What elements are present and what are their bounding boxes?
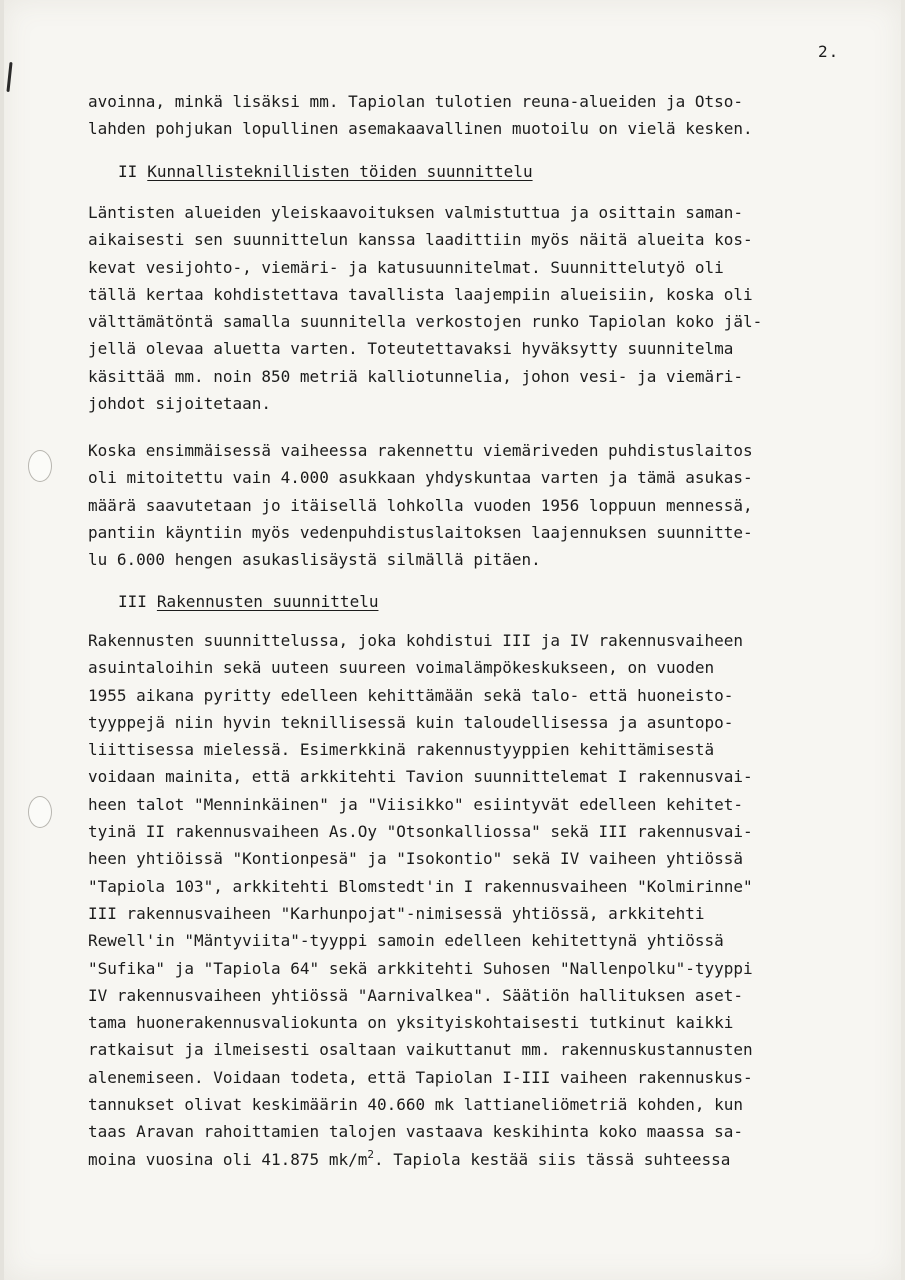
text-line: asuintaloihin sekä uuteen suureen voimalämpökeskukseen, on vuoden <box>88 658 715 678</box>
text-line: lu 6.000 hengen asukaslisäystä silmällä pitäen. <box>88 550 541 570</box>
section-heading-ii <box>118 162 533 181</box>
text-line: pantiin käyntiin myös vedenpuhdistuslaitoksen laajennuksen suunnitte- <box>88 522 753 542</box>
text-line: tyyppejä niin hyvin teknillisessä kuin taloudellisessa ja asuntopo- <box>88 712 734 732</box>
text-line: liittisessa mielessä. Esimerkkinä rakennustyyppien kehittämisestä <box>88 740 715 760</box>
section-title: Rakennusten suunnittelu <box>156 592 379 611</box>
text-line: 1955 aikana pyritty edelleen kehittämään sekä talo- että huoneisto- <box>88 685 734 705</box>
section-title: Kunnallisteknillisten töiden suunnittelu <box>147 162 533 181</box>
text-line: määrä saavutetaan jo itäisellä lohkolla vuoden 1956 loppuun mennessä, <box>88 495 753 515</box>
section-ii-paragraph-2 <box>88 437 868 573</box>
text-line: kevat vesijohto-, viemäri- ja katusuunnitelmat. Suunnittelutyö oli <box>88 257 724 277</box>
text-line: tannukset olivat keskimäärin 40.660 mk lattianeliömetriä kohden, kun <box>88 1095 744 1115</box>
page-number: 2. <box>818 42 840 61</box>
section-number: III <box>118 592 147 611</box>
text-line: oli mitoitettu vain 4.000 asukkaan yhdyskuntaa varten ja tämä asukas- <box>88 468 753 488</box>
text-line: aikaisesti sen suunnittelun kanssa laadittiin myös näitä alueita kos- <box>88 230 753 250</box>
text-line: Rakennusten suunnittelussa, joka kohdistui III ja IV rakennusvaiheen <box>88 631 744 650</box>
text-fragment: moina vuosina oli 41.875 mk/m <box>88 1149 368 1169</box>
text-line: voidaan mainita, että arkkitehti Tavion suunnittelemat I rakennusvai- <box>88 767 753 787</box>
page-right-edge <box>901 0 905 1280</box>
section-iii-paragraph-1 <box>88 627 868 1173</box>
text-line: IV rakennusvaiheen yhtiössä "Aarnivalkea". Säätiön hallituksen aset- <box>88 985 744 1005</box>
text-line: heen talot "Menninkäinen" ja "Viisikko" esiintyvät edelleen kehitet- <box>88 794 744 814</box>
text-line: käsittää mm. noin 850 metriä kalliotunnelia, johon vesi- ja viemäri- <box>88 366 744 386</box>
text-line: Koska ensimmäisessä vaiheessa rakennettu viemäriveden puhdistuslaitos <box>88 441 753 460</box>
text-line: lahden pohjukan lopullinen asemakaavallinen muotoilu on vielä kesken. <box>88 119 753 139</box>
text-line: taas Aravan rahoittamien talojen vastaava keskihinta koko maassa sa- <box>88 1122 744 1142</box>
text-line: ratkaisut ja ilmeisesti osaltaan vaikuttanut mm. rakennuskustannusten <box>88 1040 753 1060</box>
text-line: alenemiseen. Voidaan todeta, että Tapiolan I-III vaiheen rakennuskus- <box>88 1067 753 1087</box>
punch-hole-lower <box>28 796 52 828</box>
text-fragment: . Tapiola kestää siis tässä suhteessa <box>373 1149 731 1169</box>
text-line: Läntisten alueiden yleiskaavoituksen valmistuttua ja osittain saman- <box>88 203 744 222</box>
superscript: 2 <box>367 1147 374 1161</box>
text-line: III rakennusvaiheen "Karhunpojat"-nimisessä yhtiössä, arkkitehti <box>88 903 705 923</box>
section-heading-iii <box>118 592 378 611</box>
page-left-edge <box>0 0 4 1280</box>
text-line: tyinä II rakennusvaiheen As.Oy "Otsonkalliossa" sekä III rakennusvai- <box>88 822 753 842</box>
section-ii-paragraph-1 <box>88 199 868 417</box>
punch-hole-upper <box>28 450 52 482</box>
text-line: Rewell'in "Mäntyviita"-tyyppi samoin edelleen kehitettynä yhtiössä <box>88 931 724 951</box>
text-line: "Tapiola 103", arkkitehti Blomstedt'in I rakennusvaiheen "Kolmirinne" <box>88 876 753 896</box>
intro-paragraph <box>88 88 868 143</box>
text-line: heen yhtiöissä "Kontionpesä" ja "Isokontio" sekä IV vaiheen yhtiössä <box>88 849 744 869</box>
text-line: johdot sijoitetaan. <box>88 394 272 414</box>
text-line: tama huonerakennusvaliokunta on yksityiskohtaisesti tutkinut kaikki <box>88 1013 734 1033</box>
text-line: "Sufika" ja "Tapiola 64" sekä arkkitehti Suhosen "Nallenpolku"-tyyppi <box>88 958 753 978</box>
text-line-with-superscript <box>88 1146 868 1173</box>
section-number: II <box>118 162 138 181</box>
text-line: avoinna, minkä lisäksi mm. Tapiolan tulotien reuna-alueiden ja Otso- <box>88 92 744 111</box>
text-line: välttämätöntä samalla suunnitella verkostojen runko Tapiolan koko jäl- <box>88 312 763 332</box>
text-line: tällä kertaa kohdistettava tavallista laajempiin alueisiin, koska oli <box>88 284 753 304</box>
text-line: jellä olevaa aluetta varten. Toteutettavaksi hyväksytty suunnitelma <box>88 339 734 359</box>
